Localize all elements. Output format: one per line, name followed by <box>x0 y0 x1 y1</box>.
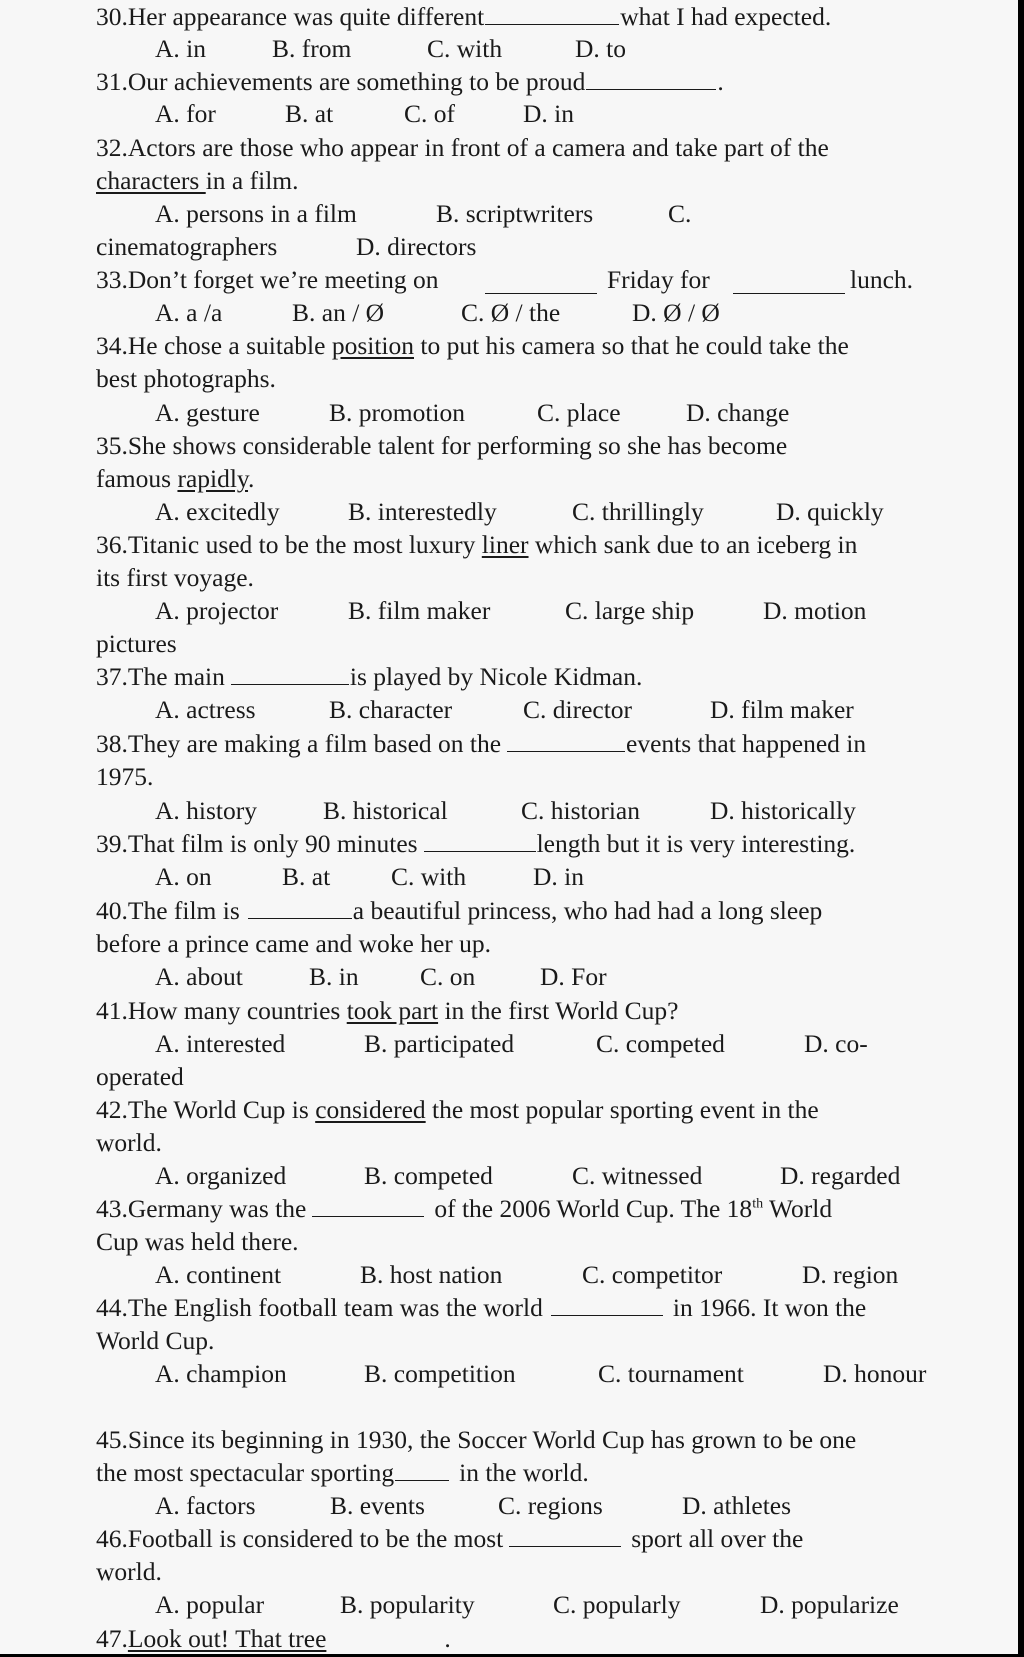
question-40-line2: before a prince came and woke her up. <box>96 929 492 958</box>
question-text: which sank due to an iceberg in <box>528 530 858 559</box>
question-text: 37.The main <box>96 662 225 691</box>
option-b: B. film maker <box>348 596 491 625</box>
underlined-word: characters <box>96 166 206 195</box>
option-a: A. actress <box>155 695 256 724</box>
answer-blank <box>586 65 716 90</box>
question-43-line2: Cup was held there. <box>96 1227 299 1256</box>
question-46-line2: world. <box>96 1557 162 1586</box>
option-c: C. large ship <box>565 596 695 625</box>
option-d: D. in <box>523 99 574 128</box>
question-35: 35.She shows considerable talent for performing so she has become <box>96 431 788 460</box>
question-text: . <box>444 1624 451 1653</box>
option-d: D. region <box>802 1260 899 1289</box>
question-text: 30.Her appearance was quite different <box>96 2 485 31</box>
option-b: B. popularity <box>340 1590 475 1619</box>
option-a: A. champion <box>155 1359 287 1388</box>
question-text: in a film. <box>205 166 299 195</box>
option-d: D. athletes <box>682 1491 792 1520</box>
question-46 <box>96 1522 803 1555</box>
question-42-line2: world. <box>96 1128 162 1157</box>
option-d: D. regarded <box>780 1161 901 1190</box>
question-32 <box>96 131 829 164</box>
question-37 <box>96 660 642 693</box>
question-44 <box>96 1291 866 1324</box>
option-d: D. historically <box>710 796 856 825</box>
question-text: Friday for <box>607 265 710 294</box>
question-45-line2 <box>96 1456 589 1489</box>
question-text: the most spectacular sporting <box>96 1458 395 1487</box>
question-47 <box>96 1622 451 1654</box>
question-33 <box>96 263 439 296</box>
question-36 <box>96 528 857 561</box>
question-40 <box>96 894 822 927</box>
question-text: famous <box>96 464 178 493</box>
option-d: D. popularize <box>760 1590 899 1619</box>
question-text: the most popular sporting event in the <box>425 1095 819 1124</box>
option-b: B. competed <box>364 1161 493 1190</box>
question-35-line2 <box>96 462 254 495</box>
question-text: 40.The film is <box>96 896 240 925</box>
question-38-line2: 1975. <box>96 762 154 791</box>
question-30 <box>96 0 831 33</box>
option-c: C. with <box>427 34 503 63</box>
question-text: in 1966. It won the <box>672 1293 867 1322</box>
option-b: B. participated <box>364 1029 515 1058</box>
answer-blank <box>395 1456 449 1481</box>
question-31 <box>96 65 724 98</box>
option-b: B. at <box>285 99 334 128</box>
option-d: D. film maker <box>710 695 854 724</box>
option-d: D. honour <box>823 1359 927 1388</box>
option-b: B. scriptwriters <box>436 199 594 228</box>
question-44-line2: World Cup. <box>96 1326 215 1355</box>
question-text: 46.Football is considered to be the most <box>96 1524 504 1553</box>
option-c: C. historian <box>521 796 640 825</box>
question-38 <box>96 727 866 760</box>
question-41 <box>96 994 679 1027</box>
option-a: A. about <box>155 962 243 991</box>
question-32-line2 <box>96 164 299 197</box>
superscript: th <box>752 1196 764 1212</box>
underlined-word: considered <box>315 1095 426 1124</box>
option-d: D. motion <box>763 596 867 625</box>
question-text: 41.How many countries <box>96 996 347 1025</box>
option-d: D. in <box>533 862 584 891</box>
option-c: C. place <box>537 398 621 427</box>
option-c: C. <box>668 199 692 228</box>
underlined-word: liner <box>481 530 529 559</box>
question-text: 42.The World Cup is <box>96 1095 316 1124</box>
option-d: D. directors <box>356 232 477 261</box>
question-text: events that happened in <box>626 729 867 758</box>
underlined-word: rapidly <box>177 464 249 493</box>
option-a: A. factors <box>155 1491 256 1520</box>
option-a: A. history <box>155 796 257 825</box>
option-a: A. persons in a film <box>155 199 357 228</box>
answer-blank <box>509 1522 621 1547</box>
option-c: C. regions <box>498 1491 603 1520</box>
option-c: C. witnessed <box>572 1161 703 1190</box>
option-a: A. excitedly <box>155 497 280 526</box>
question-text: lunch. <box>850 265 914 294</box>
option-b: B. an / Ø <box>292 298 385 327</box>
option-c: C. on <box>420 962 476 991</box>
question-text: 44.The English football team was the world <box>96 1293 543 1322</box>
question-text: what I had expected. <box>620 2 832 31</box>
option-c: C. competed <box>596 1029 725 1058</box>
option-b: B. promotion <box>329 398 466 427</box>
option-a: A. a /a <box>155 298 223 327</box>
option-b: B. competition <box>364 1359 516 1388</box>
question-text: 36.Titanic used to be the most luxury <box>96 530 482 559</box>
question-text: is played by Nicole Kidman. <box>349 662 643 691</box>
option-d-continued: pictures <box>96 629 177 658</box>
option-a: A. popular <box>155 1590 265 1619</box>
option-b: B. interestedly <box>348 497 497 526</box>
question-34 <box>96 329 849 362</box>
question-45: 45.Since its beginning in 1930, the Soccer World Cup has grown to be one <box>96 1425 857 1454</box>
option-c: C. thrillingly <box>572 497 704 526</box>
option-a: A. projector <box>155 596 279 625</box>
option-d: D. co- <box>804 1029 868 1058</box>
question-36-line2: its first voyage. <box>96 563 254 592</box>
question-text: to put his camera so that he could take the <box>414 331 849 360</box>
question-text: length but it is very interesting. <box>536 829 856 858</box>
option-b: B. at <box>282 862 331 891</box>
option-c: C. Ø / the <box>461 298 561 327</box>
option-a: A. for <box>155 99 216 128</box>
question-text: sport all over the <box>631 1524 804 1553</box>
question-text: 32.Actors are those who appear in front of a camera and take part of the <box>96 133 829 162</box>
question-text: 47. <box>96 1624 128 1653</box>
option-b: B. from <box>272 34 352 63</box>
option-b: B. events <box>330 1491 425 1520</box>
option-a: A. interested <box>155 1029 286 1058</box>
option-c: C. director <box>523 695 633 724</box>
option-d: D. Ø / Ø <box>632 298 720 327</box>
question-text: 43.Germany was the <box>96 1194 307 1223</box>
question-42 <box>96 1093 819 1126</box>
question-text: 34.He chose a suitable <box>96 331 332 360</box>
underlined-word: took part <box>346 996 439 1025</box>
answer-blank <box>424 827 536 852</box>
option-a: A. organized <box>155 1161 287 1190</box>
question-text: of the 2006 World Cup. The 18 <box>434 1194 753 1223</box>
option-c: C. tournament <box>598 1359 744 1388</box>
answer-blank <box>733 269 845 294</box>
option-d: D. quickly <box>776 497 884 526</box>
question-43 <box>96 1192 832 1225</box>
option-b: B. host nation <box>360 1260 503 1289</box>
option-b: B. in <box>309 962 359 991</box>
answer-blank <box>312 1192 424 1217</box>
question-34-line2: best photographs. <box>96 364 276 393</box>
option-c: C. with <box>391 862 467 891</box>
option-b: B. historical <box>323 796 448 825</box>
question-text: . <box>717 67 724 96</box>
underlined-word: position <box>331 331 414 360</box>
option-d: D. to <box>575 34 626 63</box>
option-d: D. change <box>686 398 790 427</box>
question-text: in the first World Cup? <box>438 996 679 1025</box>
answer-blank <box>485 0 619 25</box>
question-text: . <box>248 464 255 493</box>
answer-blank <box>507 727 625 752</box>
option-c: C. popularly <box>553 1590 681 1619</box>
option-d-continued: operated <box>96 1062 184 1091</box>
question-39 <box>96 827 855 860</box>
underlined-word: Look out! That tree <box>127 1624 327 1653</box>
question-text: in the world. <box>459 1458 589 1487</box>
option-b: B. character <box>329 695 453 724</box>
question-text: 33.Don’t forget we’re meeting on <box>96 265 439 294</box>
question-text: World <box>763 1194 833 1223</box>
option-a: A. on <box>155 862 212 891</box>
question-text: a beautiful princess, who had had a long sleep <box>352 896 823 925</box>
answer-blank <box>248 894 352 919</box>
question-text: 31.Our achievements are something to be proud <box>96 67 586 96</box>
question-text: 38.They are making a film based on the <box>96 729 502 758</box>
option-a: A. gesture <box>155 398 260 427</box>
answer-blank <box>551 1291 663 1316</box>
option-a: A. in <box>155 34 206 63</box>
question-text: 39.That film is only 90 minutes <box>96 829 418 858</box>
option-c: C. competitor <box>582 1260 723 1289</box>
option-a: A. continent <box>155 1260 282 1289</box>
answer-blank <box>485 269 597 294</box>
option-c: C. of <box>404 99 455 128</box>
answer-blank <box>231 660 349 685</box>
option-d: D. For <box>540 962 607 991</box>
option-c-continued: cinematographers <box>96 232 278 261</box>
